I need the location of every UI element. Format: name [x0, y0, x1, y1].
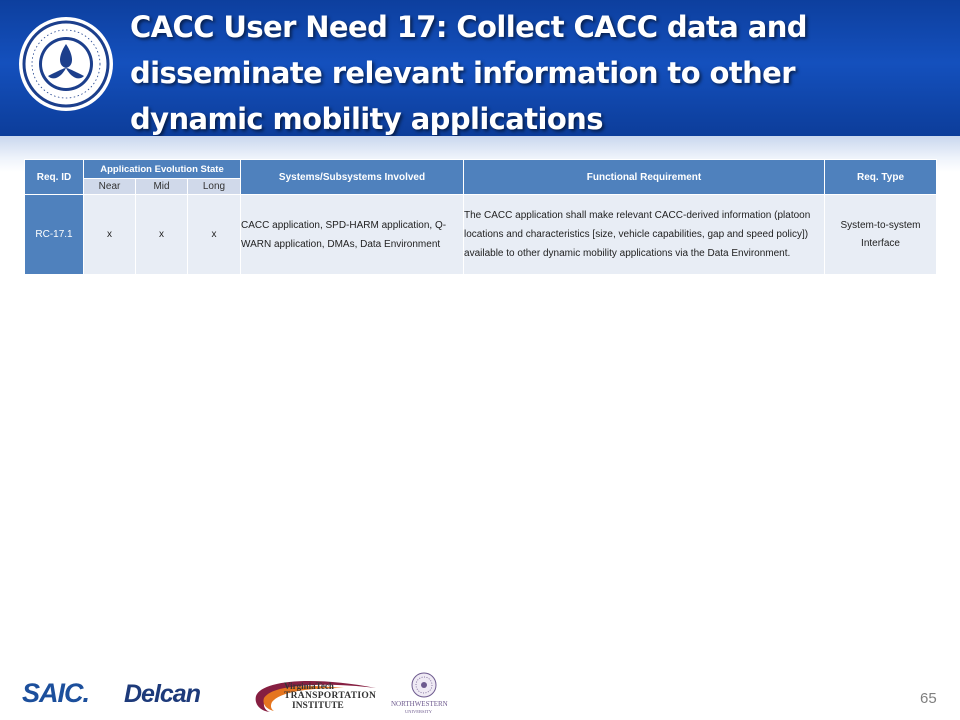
cell-systems: CACC application, SPD-HARM application, Q-WARN application, DMAs, Data Environment [241, 195, 464, 275]
vtti-logo [254, 674, 378, 714]
cell-req-id: RC-17.1 [25, 195, 84, 275]
northwestern-logo [391, 672, 461, 716]
header-near: Near [84, 179, 136, 195]
cell-functional-requirement: The CACC application shall make relevant CACC-derived information (platoon locations and characteristics [size, vehicle capabilities, gap and speed policy]) available to other dynamic mobility applications via the Data Environment. [464, 195, 825, 275]
header-req-id: Req. ID [25, 160, 84, 195]
vtti-line-2: TRANSPORTATION [284, 691, 377, 701]
northwestern-line-2: UNIVERSITY [405, 709, 432, 714]
vtti-line-3: INSTITUTE [292, 701, 344, 711]
table-row [25, 195, 937, 275]
page-number: 65 [920, 690, 937, 707]
delcan-logo: Delcan [124, 680, 200, 708]
header-systems-involved: Systems/Subsystems Involved [241, 160, 464, 195]
footer [0, 660, 960, 720]
header-app-evolution-state: Application Evolution State [84, 160, 241, 179]
header-functional-requirement: Functional Requirement [464, 160, 825, 195]
cell-mid: x [136, 195, 188, 275]
cell-near: x [84, 195, 136, 275]
header-mid: Mid [136, 179, 188, 195]
slide-title: CACC User Need 17: Collect CACC data and disseminate relevant information to other dynamic mobility applications [130, 10, 807, 136]
cell-req-type: System-to-system Interface [825, 195, 937, 275]
requirements-table [24, 159, 937, 275]
dot-seal-icon [18, 16, 114, 112]
northwestern-line-1: NORTHWESTERN [391, 700, 448, 708]
header-req-type: Req. Type [825, 160, 937, 195]
header-long: Long [188, 179, 241, 195]
title-bar [0, 0, 960, 140]
vtti-line-1: VirginiaTech [284, 681, 334, 691]
northwestern-crest-icon [391, 672, 461, 700]
cell-long: x [188, 195, 241, 275]
saic-logo: SAIC. [22, 678, 90, 708]
